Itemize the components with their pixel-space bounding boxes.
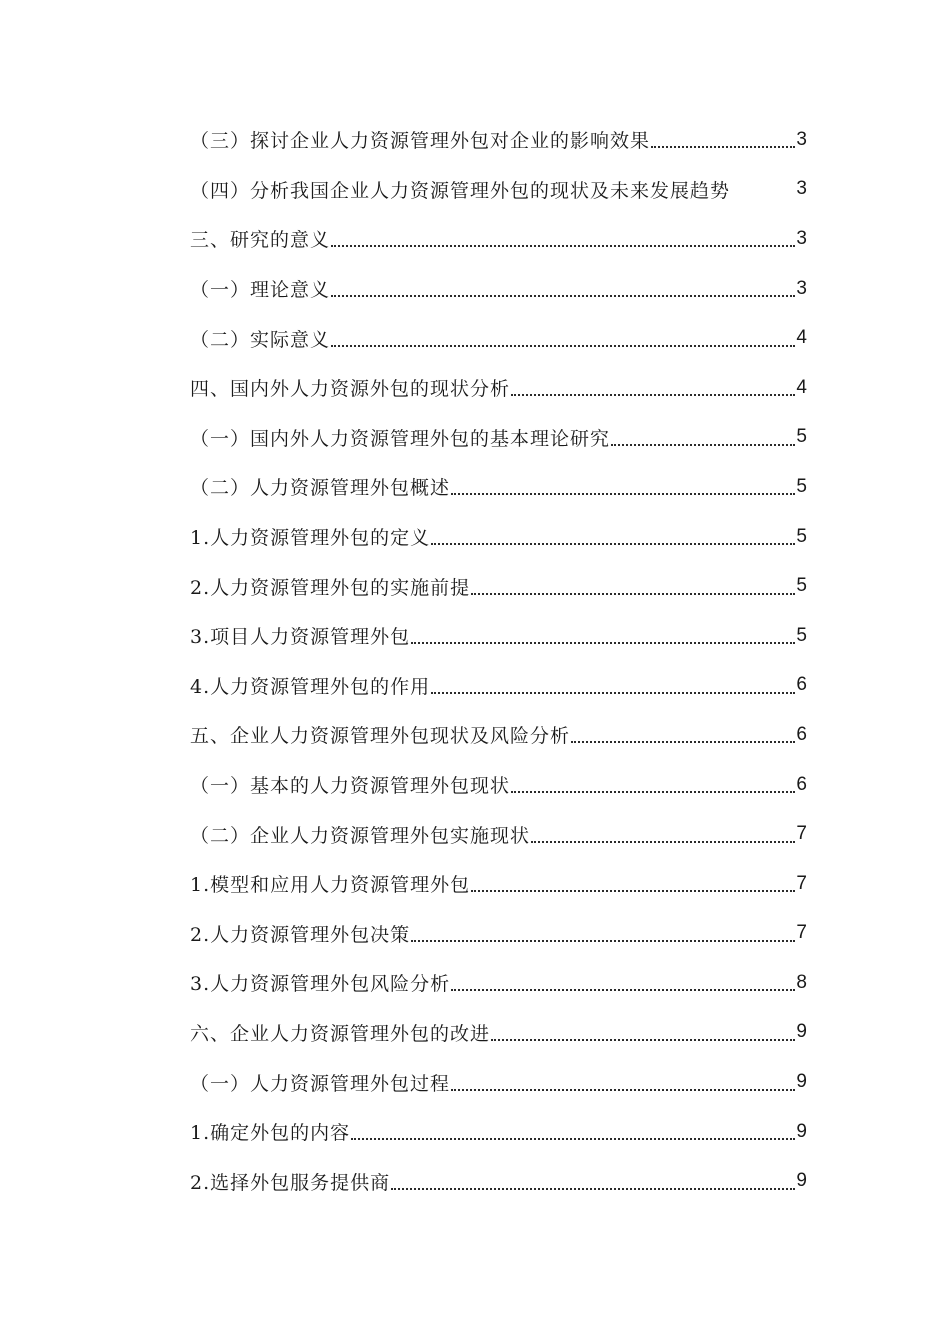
toc-entry-title: （三）探讨企业人力资源管理外包对企业的影响效果	[190, 130, 651, 153]
toc-entry-page: 9	[796, 1170, 807, 1192]
toc-entry[interactable]	[0, 661, 950, 711]
toc-dot-leader	[411, 939, 795, 942]
toc-entry[interactable]	[0, 413, 950, 463]
toc-entry[interactable]	[0, 1057, 950, 1107]
table-of-contents	[0, 115, 950, 1206]
toc-entry-title: 2.选择外包服务提供商	[190, 1171, 391, 1194]
toc-entry[interactable]	[0, 462, 950, 512]
toc-dot-leader	[431, 691, 795, 694]
toc-dot-leader	[471, 592, 795, 595]
toc-dot-leader	[651, 145, 795, 148]
toc-entry[interactable]	[0, 512, 950, 562]
toc-dot-leader	[351, 1137, 795, 1140]
toc-entry-page: 8	[796, 971, 807, 993]
toc-entry[interactable]	[0, 859, 950, 909]
toc-entry[interactable]	[0, 1008, 950, 1058]
toc-entry-title: 1.模型和应用人力资源管理外包	[190, 874, 471, 897]
toc-entry-page: 3	[796, 128, 807, 150]
toc-entry-title: 四、国内外人力资源外包的现状分析	[190, 378, 511, 401]
toc-entry-title: 2.人力资源管理外包决策	[190, 923, 411, 946]
toc-entry[interactable]	[0, 115, 950, 165]
toc-entry[interactable]	[0, 1156, 950, 1206]
toc-dot-leader	[451, 1088, 795, 1091]
toc-dot-leader	[331, 244, 795, 247]
toc-entry-page: 5	[796, 575, 807, 597]
toc-dot-leader	[511, 790, 795, 793]
toc-entry-title: 1.人力资源管理外包的定义	[190, 527, 431, 550]
toc-dot-leader	[451, 988, 795, 991]
toc-entry-title: 4.人力资源管理外包的作用	[190, 675, 431, 698]
toc-entry[interactable]	[0, 958, 950, 1008]
toc-entry-title: （二）人力资源管理外包概述	[190, 477, 451, 500]
toc-entry-page: 5	[796, 475, 807, 497]
toc-entry-page: 7	[796, 922, 807, 944]
toc-dot-leader	[571, 740, 795, 743]
toc-entry-page: 6	[796, 674, 807, 696]
toc-entry-title: （一）国内外人力资源管理外包的基本理论研究	[190, 427, 611, 450]
toc-dot-leader	[431, 542, 795, 545]
toc-entry-title: （一）基本的人力资源管理外包现状	[190, 775, 511, 798]
toc-entry-page: 4	[796, 376, 807, 398]
toc-entry-title: （一）理论意义	[190, 279, 331, 302]
toc-entry[interactable]	[0, 1107, 950, 1157]
toc-dot-leader	[411, 641, 795, 644]
toc-entry[interactable]	[0, 214, 950, 264]
toc-entry-page: 9	[796, 1021, 807, 1043]
toc-dot-leader	[471, 889, 795, 892]
toc-dot-leader	[491, 1038, 795, 1041]
toc-entry-title: （一）人力资源管理外包过程	[190, 1072, 451, 1095]
toc-entry-page: 3	[796, 178, 807, 200]
toc-entry-title: 五、企业人力资源管理外包现状及风险分析	[190, 725, 571, 748]
toc-entry-title: 1.确定外包的内容	[190, 1122, 351, 1145]
toc-dot-leader	[611, 443, 795, 446]
toc-dot-leader	[511, 393, 795, 396]
toc-entry[interactable]	[0, 313, 950, 363]
toc-entry-page: 9	[796, 1120, 807, 1142]
toc-entry[interactable]	[0, 710, 950, 760]
toc-entry[interactable]	[0, 760, 950, 810]
toc-dot-leader	[451, 492, 795, 495]
toc-entry-page: 7	[796, 823, 807, 845]
toc-dot-leader	[331, 344, 795, 347]
toc-entry-page: 9	[796, 1071, 807, 1093]
toc-entry-title: （二）实际意义	[190, 328, 331, 351]
toc-dot-leader	[531, 840, 795, 843]
toc-entry[interactable]	[0, 909, 950, 959]
toc-entry-title: 六、企业人力资源管理外包的改进	[190, 1022, 491, 1045]
toc-dot-leader	[331, 294, 795, 297]
toc-entry[interactable]	[0, 264, 950, 314]
toc-entry[interactable]	[0, 809, 950, 859]
toc-dot-leader	[391, 1187, 795, 1190]
toc-entry-title: 2.人力资源管理外包的实施前提	[190, 576, 471, 599]
toc-entry-page: 6	[796, 773, 807, 795]
toc-entry-page: 6	[796, 723, 807, 745]
toc-entry-title: 三、研究的意义	[190, 229, 331, 252]
toc-entry-title: 3.人力资源管理外包风险分析	[190, 973, 451, 996]
toc-entry-title: （四）分析我国企业人力资源管理外包的现状及未来发展趋势	[190, 179, 731, 202]
toc-entry[interactable]	[0, 611, 950, 661]
toc-entry-page: 5	[796, 426, 807, 448]
toc-entry-page: 5	[796, 624, 807, 646]
toc-entry[interactable]	[0, 363, 950, 413]
toc-entry[interactable]	[0, 561, 950, 611]
toc-entry-title: 3.项目人力资源管理外包	[190, 626, 411, 649]
toc-entry-title: （二）企业人力资源管理外包实施现状	[190, 824, 531, 847]
toc-entry[interactable]	[0, 165, 950, 215]
toc-entry-page: 7	[796, 872, 807, 894]
toc-dot-leader	[731, 196, 795, 197]
toc-entry-page: 3	[796, 277, 807, 299]
toc-entry-page: 4	[796, 327, 807, 349]
toc-entry-page: 3	[796, 227, 807, 249]
toc-entry-page: 5	[796, 525, 807, 547]
